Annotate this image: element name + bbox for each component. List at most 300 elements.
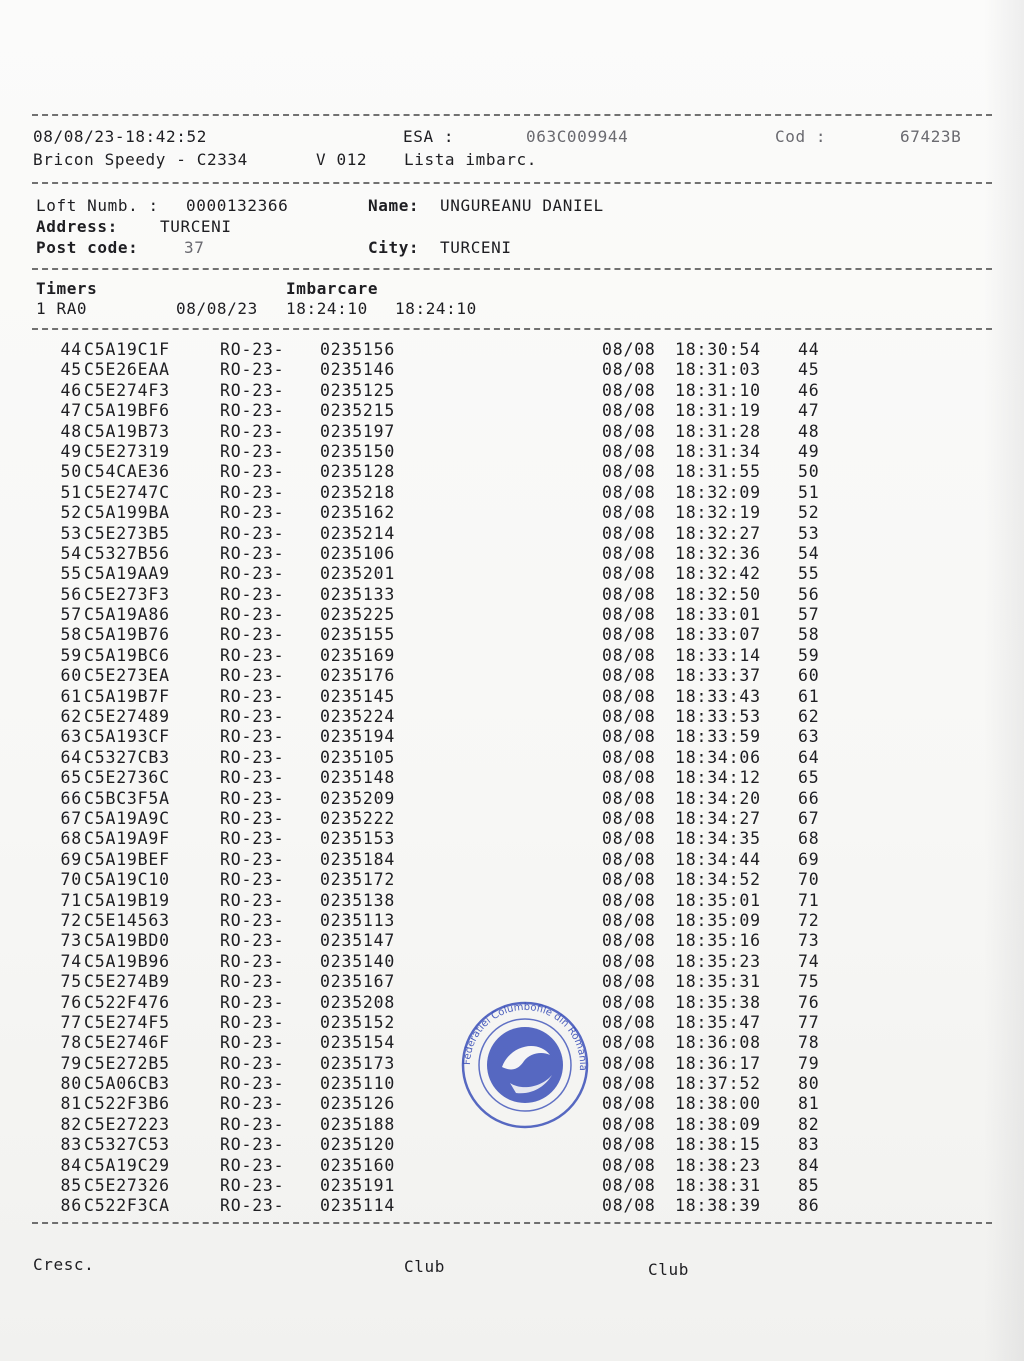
row-index: 68 [60, 829, 82, 849]
chip-code: C5A19C10 [84, 870, 170, 890]
ring-number: 0235172 [320, 870, 396, 890]
row-index: 60 [60, 666, 82, 686]
chip-code: C5A19C1F [84, 340, 170, 359]
row-index: 81 [60, 1094, 82, 1114]
row-index: 54 [60, 543, 82, 563]
basket-time: 18:34:27 [675, 808, 761, 828]
basket-time: 18:33:59 [675, 727, 761, 747]
row-index: 72 [60, 910, 82, 930]
row-index: 63 [60, 727, 82, 747]
ring-prefix: RO-23- [220, 849, 285, 869]
row-index: 45 [60, 360, 82, 380]
table-row [36, 1156, 836, 1176]
table-row [36, 360, 836, 380]
basket-time: 18:34:44 [675, 849, 761, 869]
row-index: 67 [60, 808, 82, 828]
row-index: 59 [60, 645, 82, 665]
ring-number: 0235208 [320, 992, 396, 1012]
table-row [36, 1196, 836, 1216]
ring-number: 0235224 [320, 707, 396, 727]
chip-code: C5E27489 [84, 707, 170, 727]
basket-date: 08/08 [602, 462, 656, 482]
ring-number: 0235140 [320, 951, 396, 971]
basket-time: 18:34:12 [675, 768, 761, 788]
chip-code: C5A19B76 [84, 625, 170, 645]
chip-code: C5A199BA [84, 503, 170, 523]
basket-time: 18:35:31 [675, 972, 761, 992]
basket-time: 18:31:55 [675, 462, 761, 482]
chip-code: C5327B56 [84, 543, 170, 563]
basket-time: 18:35:23 [675, 951, 761, 971]
loft-value: 0000132366 [186, 196, 289, 215]
ring-prefix: RO-23- [220, 951, 285, 971]
table-row [36, 1074, 836, 1094]
basket-time: 18:31:28 [675, 421, 761, 441]
rank-number: 81 [798, 1094, 820, 1114]
rank-number: 55 [798, 564, 820, 584]
ring-prefix: RO-23- [220, 870, 285, 890]
chip-code: C5A19B73 [84, 421, 170, 441]
chip-code: C5E273B5 [84, 523, 170, 543]
ring-prefix: RO-23- [220, 890, 285, 910]
rank-number: 61 [798, 686, 820, 706]
table-row [36, 625, 836, 645]
table-row [36, 1033, 836, 1053]
ring-number: 0235154 [320, 1033, 396, 1053]
basket-date: 08/08 [602, 1135, 656, 1155]
table-row [36, 1135, 836, 1155]
ring-number: 0235169 [320, 645, 396, 665]
name-label: Name: [368, 196, 420, 215]
federation-stamp [450, 995, 600, 1135]
rank-number: 71 [798, 890, 820, 910]
ring-prefix: RO-23- [220, 421, 285, 441]
row-index: 85 [60, 1176, 82, 1196]
ring-prefix: RO-23- [220, 1176, 285, 1196]
rank-number: 63 [798, 727, 820, 747]
imbarcare-label: Imbarcare [286, 279, 379, 298]
ring-prefix: RO-23- [220, 1033, 285, 1053]
separator-top [32, 114, 992, 116]
ring-number: 0235215 [320, 401, 396, 421]
ring-prefix: RO-23- [220, 829, 285, 849]
ring-prefix: RO-23- [220, 1114, 285, 1134]
row-index: 51 [60, 482, 82, 502]
rank-number: 49 [798, 441, 820, 461]
ring-prefix: RO-23- [220, 686, 285, 706]
timer-time-2: 18:24:10 [395, 299, 477, 318]
table-row [36, 870, 836, 890]
basket-date: 08/08 [602, 1114, 656, 1134]
table-row [36, 1176, 836, 1196]
basket-date: 08/08 [602, 768, 656, 788]
basket-list-table [36, 340, 836, 1217]
table-row [36, 442, 836, 462]
basket-time: 18:38:23 [675, 1155, 761, 1175]
rank-number: 82 [798, 1114, 820, 1134]
basket-time: 18:38:31 [675, 1176, 761, 1196]
stamp-text: Federatiei Columbofile din Romania [461, 1001, 589, 1072]
row-index: 56 [60, 584, 82, 604]
chip-code: C54CAE36 [84, 462, 170, 482]
table-row [36, 585, 836, 605]
chip-code: C522F476 [84, 992, 170, 1012]
ring-number: 0235167 [320, 972, 396, 992]
basket-date: 08/08 [602, 686, 656, 706]
basket-time: 18:36:17 [675, 1053, 761, 1073]
rank-number: 52 [798, 503, 820, 523]
rank-number: 73 [798, 931, 820, 951]
ring-number: 0235128 [320, 462, 396, 482]
ring-number: 0235209 [320, 788, 396, 808]
ring-prefix: RO-23- [220, 625, 285, 645]
esa-label: ESA : [403, 127, 455, 146]
basket-date: 08/08 [602, 605, 656, 625]
basket-date: 08/08 [602, 645, 656, 665]
rank-number: 86 [798, 1196, 820, 1216]
ring-prefix: RO-23- [220, 666, 285, 686]
rank-number: 60 [798, 666, 820, 686]
basket-date: 08/08 [602, 972, 656, 992]
basket-date: 08/08 [602, 1176, 656, 1196]
ring-number: 0235125 [320, 380, 396, 400]
row-index: 48 [60, 421, 82, 441]
basket-date: 08/08 [602, 564, 656, 584]
ring-prefix: RO-23- [220, 707, 285, 727]
chip-code: C5A19C29 [84, 1155, 170, 1175]
table-row [36, 666, 836, 686]
basket-time: 18:31:03 [675, 360, 761, 380]
separator-3 [32, 328, 992, 330]
rank-number: 46 [798, 380, 820, 400]
rank-number: 53 [798, 523, 820, 543]
row-index: 53 [60, 523, 82, 543]
row-index: 55 [60, 564, 82, 584]
row-index: 49 [60, 441, 82, 461]
ring-prefix: RO-23- [220, 462, 285, 482]
rank-number: 58 [798, 625, 820, 645]
ring-number: 0235148 [320, 768, 396, 788]
ring-prefix: RO-23- [220, 564, 285, 584]
basket-date: 08/08 [602, 870, 656, 890]
basket-date: 08/08 [602, 441, 656, 461]
rank-number: 74 [798, 951, 820, 971]
row-index: 80 [60, 1074, 82, 1094]
ring-prefix: RO-23- [220, 1135, 285, 1155]
ring-prefix: RO-23- [220, 931, 285, 951]
rank-number: 64 [798, 747, 820, 767]
rank-number: 51 [798, 482, 820, 502]
ring-number: 0235106 [320, 543, 396, 563]
basket-date: 08/08 [602, 931, 656, 951]
cod-label: Cod : [775, 127, 827, 146]
ring-number: 0235160 [320, 1155, 396, 1175]
basket-date: 08/08 [602, 380, 656, 400]
table-row [36, 952, 836, 972]
rank-number: 65 [798, 768, 820, 788]
rank-number: 48 [798, 421, 820, 441]
chip-code: C5E26EAA [84, 360, 170, 380]
ring-prefix: RO-23- [220, 808, 285, 828]
basket-time: 18:31:10 [675, 380, 761, 400]
basket-time: 18:32:36 [675, 543, 761, 563]
basket-date: 08/08 [602, 992, 656, 1012]
basket-date: 08/08 [602, 951, 656, 971]
chip-code: C5A19B96 [84, 951, 170, 971]
ring-prefix: RO-23- [220, 441, 285, 461]
basket-time: 18:38:00 [675, 1094, 761, 1114]
table-row [36, 462, 836, 482]
table-row [36, 340, 836, 360]
basket-date: 08/08 [602, 890, 656, 910]
basket-date: 08/08 [602, 666, 656, 686]
separator-2 [32, 268, 992, 270]
basket-date: 08/08 [602, 727, 656, 747]
basket-time: 18:34:52 [675, 870, 761, 890]
ring-number: 0235153 [320, 829, 396, 849]
timer-date: 08/08/23 [176, 299, 258, 318]
basket-date: 08/08 [602, 625, 656, 645]
basket-date: 08/08 [602, 523, 656, 543]
ring-prefix: RO-23- [220, 360, 285, 380]
timer-time-1: 18:24:10 [286, 299, 368, 318]
ring-prefix: RO-23- [220, 1196, 285, 1216]
basket-time: 18:34:35 [675, 829, 761, 849]
basket-time: 18:38:15 [675, 1135, 761, 1155]
ring-number: 0235126 [320, 1094, 396, 1114]
ring-number: 0235214 [320, 523, 396, 543]
ring-number: 0235225 [320, 605, 396, 625]
basket-date: 08/08 [602, 849, 656, 869]
row-index: 82 [60, 1114, 82, 1134]
table-row [36, 544, 836, 564]
chip-code: C5A19A9F [84, 829, 170, 849]
basket-time: 18:35:01 [675, 890, 761, 910]
ring-number: 0235155 [320, 625, 396, 645]
chip-code: C5327CB3 [84, 747, 170, 767]
rank-number: 66 [798, 788, 820, 808]
ring-number: 0235113 [320, 910, 396, 930]
ring-prefix: RO-23- [220, 910, 285, 930]
table-row [36, 707, 836, 727]
row-index: 86 [60, 1196, 82, 1216]
table-row [36, 850, 836, 870]
city-label: City: [368, 238, 420, 257]
basket-date: 08/08 [602, 421, 656, 441]
chip-code: C5BC3F5A [84, 788, 170, 808]
chip-code: C5A19A86 [84, 605, 170, 625]
chip-code: C5E273EA [84, 666, 170, 686]
table-row [36, 911, 836, 931]
ring-prefix: RO-23- [220, 523, 285, 543]
ring-number: 0235162 [320, 503, 396, 523]
city-value: TURCENI [440, 238, 512, 257]
basket-time: 18:32:09 [675, 482, 761, 502]
row-index: 64 [60, 747, 82, 767]
ring-prefix: RO-23- [220, 340, 285, 359]
footer-cresc: Cresc. [33, 1255, 95, 1274]
rank-number: 80 [798, 1074, 820, 1094]
table-row [36, 727, 836, 747]
table-row [36, 1094, 836, 1114]
table-row [36, 972, 836, 992]
basket-date: 08/08 [602, 503, 656, 523]
table-row [36, 1054, 836, 1074]
basket-time: 18:36:08 [675, 1033, 761, 1053]
basket-time: 18:34:06 [675, 747, 761, 767]
basket-time: 18:35:47 [675, 1012, 761, 1032]
firmware-version: V 012 [316, 150, 368, 169]
rank-number: 76 [798, 992, 820, 1012]
basket-date: 08/08 [602, 1196, 656, 1216]
separator-1 [32, 182, 992, 184]
basket-date: 08/08 [602, 543, 656, 563]
chip-code: C5A19BC6 [84, 645, 170, 665]
address-value: TURCENI [160, 217, 232, 236]
basket-time: 18:37:52 [675, 1074, 761, 1094]
chip-code: C5E274F5 [84, 1012, 170, 1032]
basket-date: 08/08 [602, 1033, 656, 1053]
ring-number: 0235197 [320, 421, 396, 441]
rank-number: 44 [798, 340, 820, 359]
row-index: 79 [60, 1053, 82, 1073]
row-index: 44 [60, 340, 82, 359]
rank-number: 50 [798, 462, 820, 482]
ring-number: 0235218 [320, 482, 396, 502]
chip-code: C5A19BD0 [84, 931, 170, 951]
row-index: 47 [60, 401, 82, 421]
rank-number: 59 [798, 645, 820, 665]
table-row [36, 768, 836, 788]
paper-edge-shadow [984, 0, 1024, 1361]
footer-club-1: Club [404, 1257, 445, 1276]
table-row [36, 789, 836, 809]
footer-club-2: Club [648, 1260, 689, 1279]
chip-code: C5E2746F [84, 1033, 170, 1053]
rank-number: 62 [798, 707, 820, 727]
basket-time: 18:38:09 [675, 1114, 761, 1134]
chip-code: C5E273F3 [84, 584, 170, 604]
ring-number: 0235201 [320, 564, 396, 584]
ring-number: 0235110 [320, 1074, 396, 1094]
ring-number: 0235173 [320, 1053, 396, 1073]
row-index: 70 [60, 870, 82, 890]
ring-number: 0235188 [320, 1114, 396, 1134]
chip-code: C5A193CF [84, 727, 170, 747]
table-row [36, 401, 836, 421]
chip-code: C5A19B7F [84, 686, 170, 706]
ring-prefix: RO-23- [220, 992, 285, 1012]
table-row [36, 687, 836, 707]
rank-number: 84 [798, 1155, 820, 1175]
rank-number: 85 [798, 1176, 820, 1196]
basket-time: 18:34:20 [675, 788, 761, 808]
chip-code: C5E27319 [84, 441, 170, 461]
table-row [36, 1013, 836, 1033]
table-row [36, 829, 836, 849]
row-index: 62 [60, 707, 82, 727]
table-row [36, 931, 836, 951]
ring-prefix: RO-23- [220, 584, 285, 604]
table-row [36, 503, 836, 523]
ring-number: 0235194 [320, 727, 396, 747]
header-timestamp: 08/08/23-18:42:52 [33, 127, 207, 146]
name-value: UNGUREANU DANIEL [440, 196, 604, 215]
rank-number: 56 [798, 584, 820, 604]
chip-code: C5E27223 [84, 1114, 170, 1134]
row-index: 77 [60, 1012, 82, 1032]
chip-code: C5E274F3 [84, 380, 170, 400]
basket-time: 18:33:43 [675, 686, 761, 706]
table-row [36, 483, 836, 503]
ring-number: 0235184 [320, 849, 396, 869]
basket-time: 18:38:39 [675, 1196, 761, 1216]
ring-prefix: RO-23- [220, 727, 285, 747]
basket-date: 08/08 [602, 1155, 656, 1175]
basket-time: 18:32:42 [675, 564, 761, 584]
chip-code: C5E272B5 [84, 1053, 170, 1073]
ring-prefix: RO-23- [220, 401, 285, 421]
basket-time: 18:35:09 [675, 910, 761, 930]
chip-code: C5E2747C [84, 482, 170, 502]
basket-time: 18:33:53 [675, 707, 761, 727]
basket-time: 18:35:16 [675, 931, 761, 951]
basket-date: 08/08 [602, 829, 656, 849]
basket-time: 18:31:19 [675, 401, 761, 421]
ring-prefix: RO-23- [220, 645, 285, 665]
chip-code: C522F3CA [84, 1196, 170, 1216]
table-row [36, 381, 836, 401]
separator-bottom [32, 1222, 992, 1224]
timers-label: Timers [36, 279, 98, 298]
chip-code: C5A19A9C [84, 808, 170, 828]
basket-time: 18:31:34 [675, 441, 761, 461]
row-index: 52 [60, 503, 82, 523]
ring-number: 0235145 [320, 686, 396, 706]
rank-number: 69 [798, 849, 820, 869]
basket-date: 08/08 [602, 1074, 656, 1094]
postcode-value: 37 [184, 238, 205, 257]
basket-date: 08/08 [602, 1053, 656, 1073]
row-index: 50 [60, 462, 82, 482]
chip-code: C5E2736C [84, 768, 170, 788]
basket-date: 08/08 [602, 747, 656, 767]
ring-prefix: RO-23- [220, 1012, 285, 1032]
basket-time: 18:32:50 [675, 584, 761, 604]
basket-date: 08/08 [602, 910, 656, 930]
ring-number: 0235191 [320, 1176, 396, 1196]
ring-prefix: RO-23- [220, 747, 285, 767]
cod-value: 67423B [900, 127, 962, 146]
ring-prefix: RO-23- [220, 543, 285, 563]
basket-time: 18:33:01 [675, 605, 761, 625]
ring-prefix: RO-23- [220, 1053, 285, 1073]
esa-value: 063C009944 [526, 127, 629, 146]
ring-number: 0235222 [320, 808, 396, 828]
ring-prefix: RO-23- [220, 380, 285, 400]
row-index: 76 [60, 992, 82, 1012]
table-row [36, 993, 836, 1013]
chip-code: C5A19BF6 [84, 401, 170, 421]
basket-date: 08/08 [602, 584, 656, 604]
basket-date: 08/08 [602, 401, 656, 421]
ring-number: 0235114 [320, 1196, 396, 1216]
table-row [36, 891, 836, 911]
row-index: 61 [60, 686, 82, 706]
basket-date: 08/08 [602, 1094, 656, 1114]
basket-time: 18:32:27 [675, 523, 761, 543]
row-index: 75 [60, 972, 82, 992]
